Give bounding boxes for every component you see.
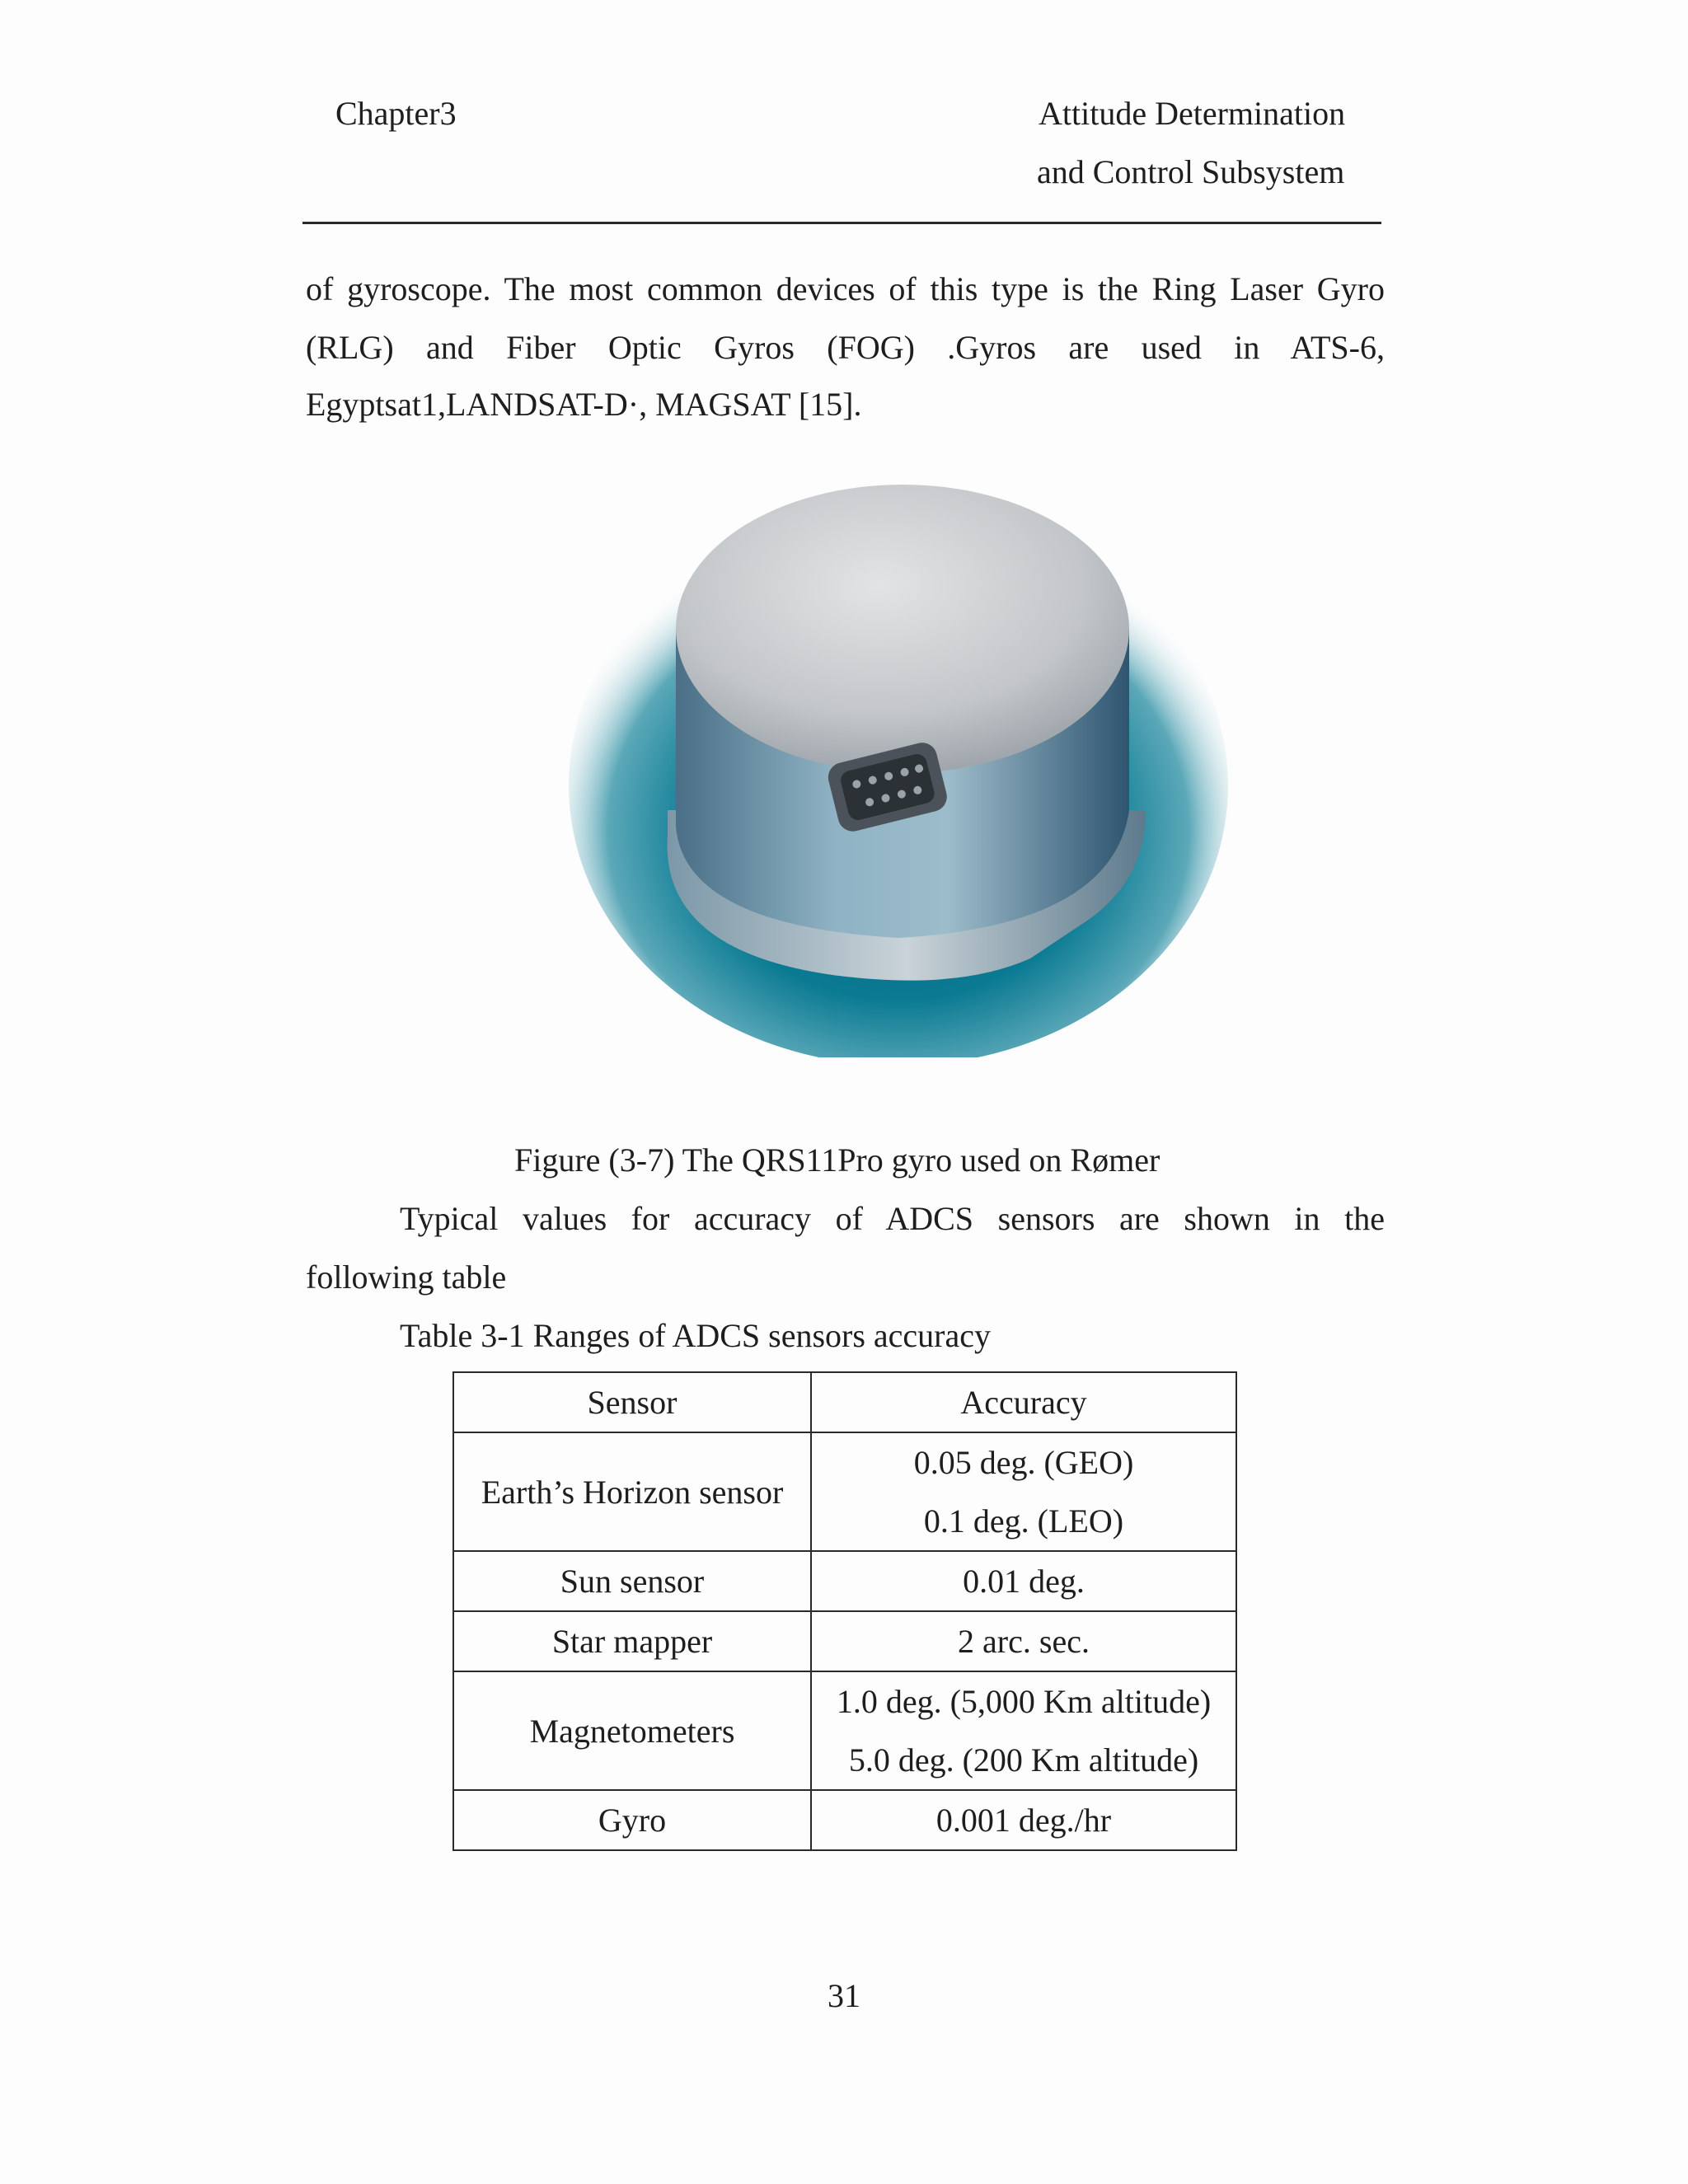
sensor-cell: Star mapper [453, 1611, 811, 1671]
table-header-cell: Sensor [453, 1372, 811, 1432]
table-caption: Table 3-1 Ranges of ADCS sensors accuracy [400, 1317, 992, 1354]
accuracy-cell: 0.01 deg. [811, 1551, 1236, 1611]
page-number: 31 [828, 1977, 860, 2014]
table-header-row [453, 1372, 1236, 1432]
running-header-title-line2: and Control Subsystem [1037, 153, 1345, 190]
running-header-title-line1: Attitude Determination [1039, 95, 1346, 132]
accuracy-line: 0.1 deg. (LEO) [923, 1502, 1124, 1540]
accuracy-cell: 2 arc. sec. [811, 1611, 1236, 1671]
accuracy-cell [811, 1671, 1236, 1790]
figure-caption: Figure (3-7) The QRS11Pro gyro used on Rømer [514, 1141, 1160, 1179]
table-row [453, 1611, 1236, 1671]
accuracy-cell [811, 1432, 1236, 1551]
sensor-cell: Earth’s Horizon sensor [453, 1432, 811, 1551]
paragraph-line: (RLG) and Fiber Optic Gyros (FOG) .Gyros are used in ATS-6, [306, 329, 1385, 366]
accuracy-cell: 0.001 deg./hr [811, 1790, 1236, 1850]
table-row [453, 1551, 1236, 1611]
sensor-cell: Magnetometers [453, 1671, 811, 1790]
table-row [453, 1432, 1236, 1551]
running-header-chapter: Chapter3 [335, 95, 457, 132]
accuracy-line: 0.05 deg. (GEO) [913, 1444, 1134, 1481]
paragraph-line-last: following table [306, 1258, 507, 1296]
cylinder-top [676, 485, 1129, 773]
body-paragraph-1 [306, 260, 1385, 377]
table-header-cell: Accuracy [811, 1372, 1236, 1432]
body-paragraph-2 [400, 1189, 1385, 1248]
accuracy-line: 1.0 deg. (5,000 Km altitude) [836, 1683, 1212, 1720]
gyro-photo [569, 464, 1231, 1057]
paragraph-line-last: Egyptsat1,LANDSAT-D·, MAGSAT [15]. [306, 386, 862, 423]
header-rule [302, 222, 1381, 224]
paragraph-line: Typical values for accuracy of ADCS sensors are shown in the [400, 1200, 1385, 1237]
table-row [453, 1790, 1236, 1850]
sensor-cell: Gyro [453, 1790, 811, 1850]
table-row [453, 1671, 1236, 1790]
accuracy-line: 5.0 deg. (200 Km altitude) [848, 1741, 1199, 1779]
paragraph-line: of gyroscope. The most common devices of this type is the Ring Laser Gyro [306, 270, 1385, 307]
sensor-accuracy-table [452, 1371, 1237, 1851]
sensor-cell: Sun sensor [453, 1551, 811, 1611]
